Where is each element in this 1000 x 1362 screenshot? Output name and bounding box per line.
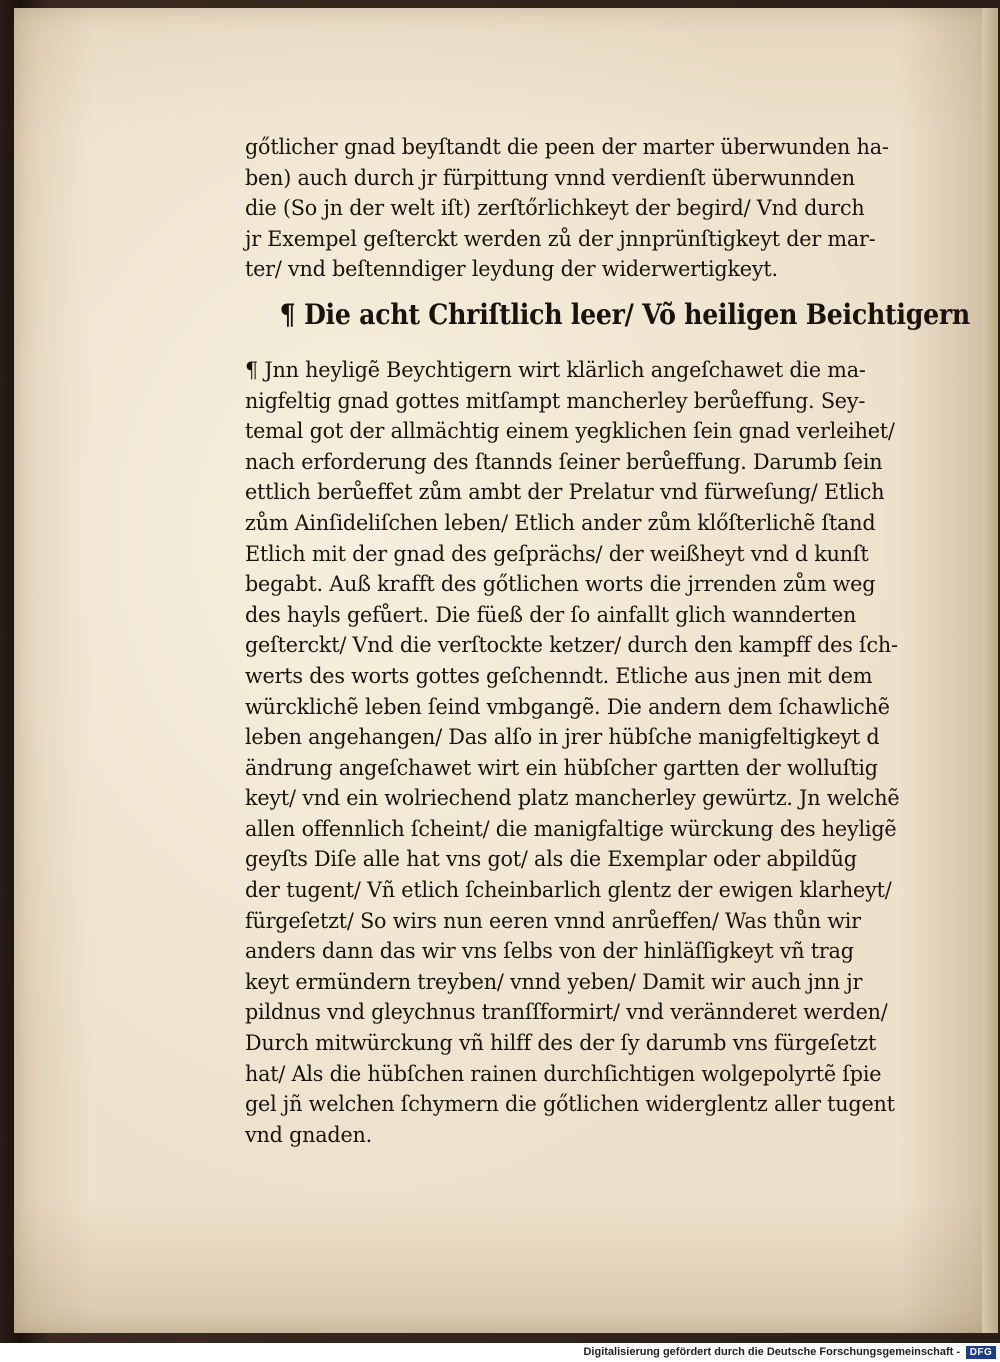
text-line: keyt/ vnd ein wolriechend platz mancherley gewürtz. Jn welchẽ — [245, 786, 900, 811]
text-line: allen offennlich ſcheint/ die manigfaltige würckung des heyligẽ — [245, 816, 897, 841]
text-line: ettlich berůeffet zům ambt der Prelatur vnd fürweſung/ Etlich — [245, 480, 885, 505]
text-line: geſterckt/ Vnd die verſtockte ketzer/ durch den kampff des ſch- — [245, 633, 898, 658]
footer-bar — [0, 1343, 1000, 1362]
text-line: ter/ vnd beſtenndiger leydung der widerwertigkeyt. — [245, 257, 778, 282]
dfg-logo: DFG — [966, 1346, 996, 1359]
text-line: keyt ermündern treyben/ vnnd yeben/ Damit wir auch jnn jr — [245, 969, 863, 994]
text-line: temal got der allmächtig einem yegklichen ſein gnad verleihet/ — [245, 419, 895, 444]
text-line: fürgeſetzt/ So wirs nun eeren vnnd anrůeffen/ Was thůn wir — [245, 908, 861, 933]
text-line: ändrung angeſchawet wirt ein hübſcher gartten der wolluſtig — [245, 755, 878, 780]
text-line: ¶ Jnn heyligẽ Beychtigern wirt klärlich angeſchawet die ma- — [245, 357, 866, 382]
text-line: Etlich mit der gnad des geſprächs/ der weißheyt vnd d kunſt — [245, 541, 869, 566]
text-line: ben) auch durch jr fürpittung vnnd verdienſt überwunnden — [245, 165, 855, 190]
text-line: gőtlicher gnad beyſtandt die peen der marter überwunden ha- — [245, 135, 889, 159]
text-line: der tugent/ Vñ etlich ſcheinbarlich glentz der ewigen klarheyt/ — [245, 878, 892, 903]
text-line: nach erforderung des ſtannds ſeiner berůeffung. Darumb ſein — [245, 449, 883, 474]
text-line: gel jñ welchen ſchymern die gőtlichen widerglentz aller tugent — [245, 1092, 895, 1117]
text-line: würcklichẽ leben ſeind vmbgangẽ. Die andern dem ſchawlichẽ — [245, 694, 890, 719]
text-line: hat/ Als die hübſchen rainen durchſichtigen wolgepolyrtẽ ſpie — [245, 1061, 882, 1086]
text-line: geyſts Diſe alle hat vns got/ als die Exemplar oder abpildũg — [245, 847, 857, 872]
page-edge — [982, 8, 998, 1333]
funding-notice: Digitalisierung gefördert durch die Deutsche Forschungsgemeinschaft - — [583, 1346, 960, 1358]
text-block — [245, 132, 970, 1150]
text-line: begabt. Auß krafft des gőtlichen worts die jrrenden zům weg — [245, 572, 876, 597]
text-line: leben angehangen/ Das alſo in jrer hübſche manigfeltigkeyt d — [245, 725, 880, 750]
text-line: Durch mitwürckung vñ hilff des der ſy darumb vns fürgeſetzt — [245, 1031, 877, 1056]
text-line: zům Ainſideliſchen leben/ Etlich ander zům klőſterlichẽ ſtand — [245, 510, 876, 535]
text-line: pildnus vnd gleychnus tranſſformirt/ vnd verännderet werden/ — [245, 1000, 888, 1025]
text-line: anders dann das wir vns ſelbs von der hinläſſigkeyt vñ trag — [245, 939, 854, 964]
text-line: jr Exempel geſterckt werden zů der jnnprünſtigkeyt der mar- — [245, 226, 876, 251]
text-line: nigfeltig gnad gottes mitſampt mancherley berůeffung. Sey- — [245, 388, 866, 413]
text-line: die (So jn der welt iſt) zerſtőrlichkeyt der begird/ Vnd durch — [245, 196, 865, 221]
section-heading: ¶ Die acht Chriſtlich leer/ Võ heiligen Beichtigern — [279, 297, 970, 331]
text-line: vnd gnaden. — [245, 1122, 373, 1147]
text-line: des hayls gefůert. Die füeß der ſo ainfallt glich wannderten — [245, 602, 857, 627]
text-line: werts des worts gottes geſchenndt. Etliche aus jnen mit dem — [245, 663, 873, 688]
